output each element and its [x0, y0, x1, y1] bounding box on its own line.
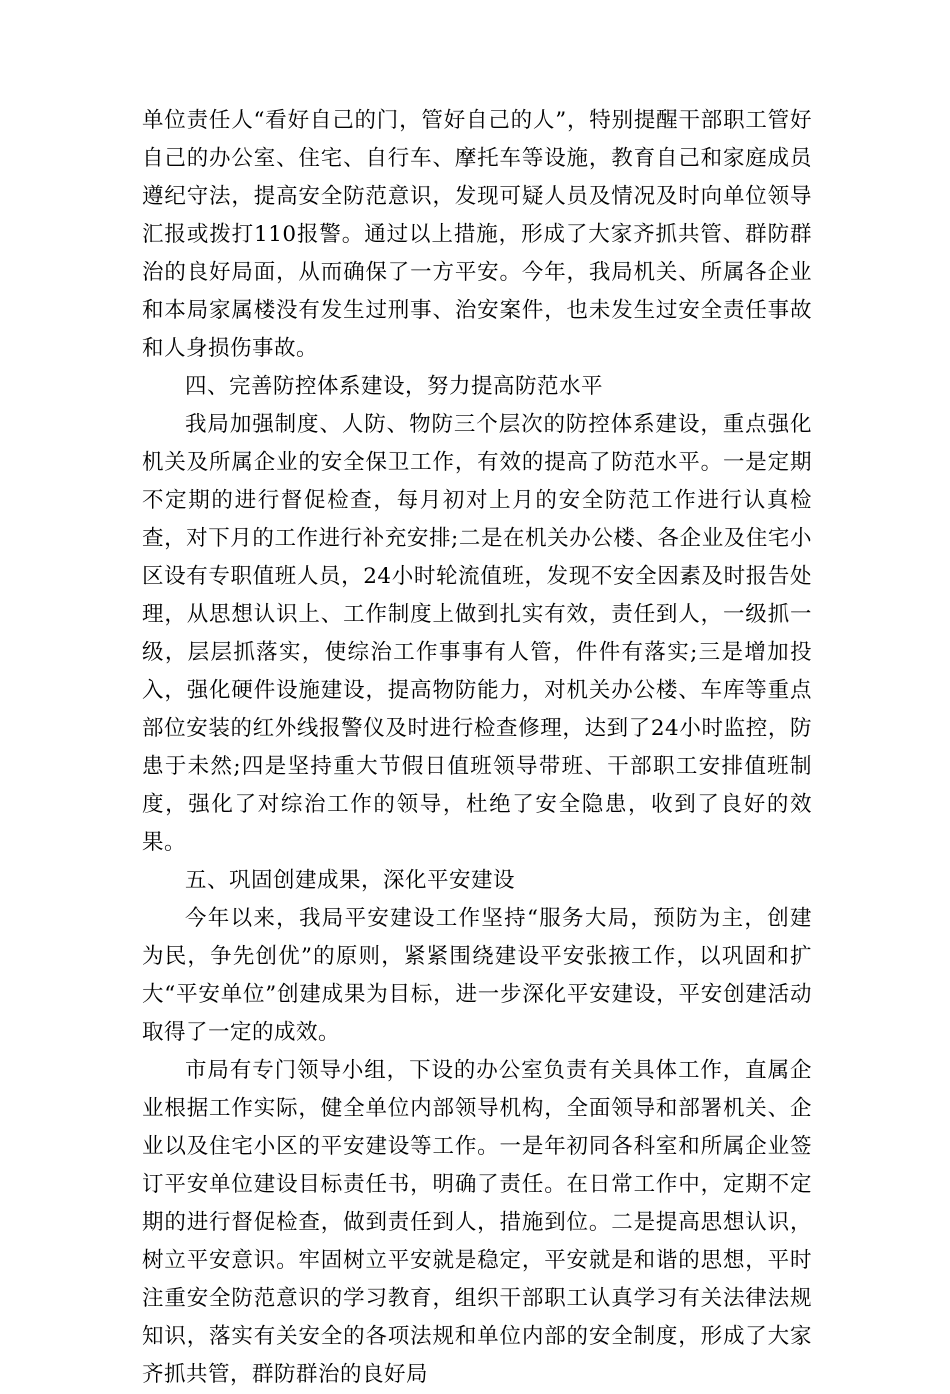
body-paragraph: 市局有专门领导小组，下设的办公室负责有关具体工作，直属企业根据工作实际，健全单位内部领导机构，全面领导和部署机关、企业以及住宅小区的平安建设等工作。一是年初同各科室和所属企业签订平安单位建设目标责任书，明确了责任。在日常工作中，定期不定期的进行督促检查，做到责任到人，措施到位。二是提高思想认识，树立平安意识。牢固树立平安就是稳定，平安就是和谐的思想，平时注重安全防范意识的学习教育，组织干部职工认真学习有关法律法规知识，落实有关安全的各项法规和单位内部的安全制度，形成了大家齐抓共管，群防群治的良好局	[142, 1058, 812, 1387]
section-heading-4: 四、完善防控体系建设，努力提高防范水平	[185, 374, 604, 399]
body-paragraph: 我局加强制度、人防、物防三个层次的防控体系建设，重点强化机关及所属企业的安全保卫工作，有效的提高了防范水平。一是定期不定期的进行督促检查，每月初对上月的安全防范工作进行认真检查，对下月的工作进行补充安排;二是在机关办公楼、各企业及住宅小区设有专职值班人员，24小时轮流值班，发现不安全因素及时报告处理，从思想认识上、工作制度上做到扎实有效，责任到人，一级抓一级，层层抓落实，使综治工作事事有人管，件件有落实;三是增加投入，强化硬件设施建设，提高物防能力，对机关办公楼、车库等重点部位安装的红外线报警仪及时进行检查修理，达到了24小时监控，防患于未然;四是坚持重大节假日值班领导带班、干部职工安排值班制度，强化了对综治工作的领导，杜绝了安全隐患，收到了良好的效果。	[142, 412, 812, 855]
section-heading-5: 五、巩固创建成果，深化平安建设	[185, 868, 516, 893]
document-page	[142, 102, 812, 1394]
body-paragraph: 单位责任人“看好自己的门，管好自己的人”，特别提醒干部职工管好自己的办公室、住宅、自行车、摩托车等设施，教育自己和家庭成员遵纪守法，提高安全防范意识，发现可疑人员及情况及时向单位领导汇报或拨打110报警。通过以上措施，形成了大家齐抓共管、群防群治的良好局面，从而确保了一方平安。今年，我局机关、所属各企业和本局家属楼没有发生过刑事、治安案件，也未发生过安全责任事故和人身损伤事故。	[142, 108, 812, 361]
body-paragraph: 今年以来，我局平安建设工作坚持“服务大局，预防为主，创建为民，争先创优”的原则，紧紧围绕建设平安张掖工作，以巩固和扩大“平安单位”创建成果为目标，进一步深化平安建设，平安创建活动取得了一定的成效。	[142, 906, 812, 1045]
